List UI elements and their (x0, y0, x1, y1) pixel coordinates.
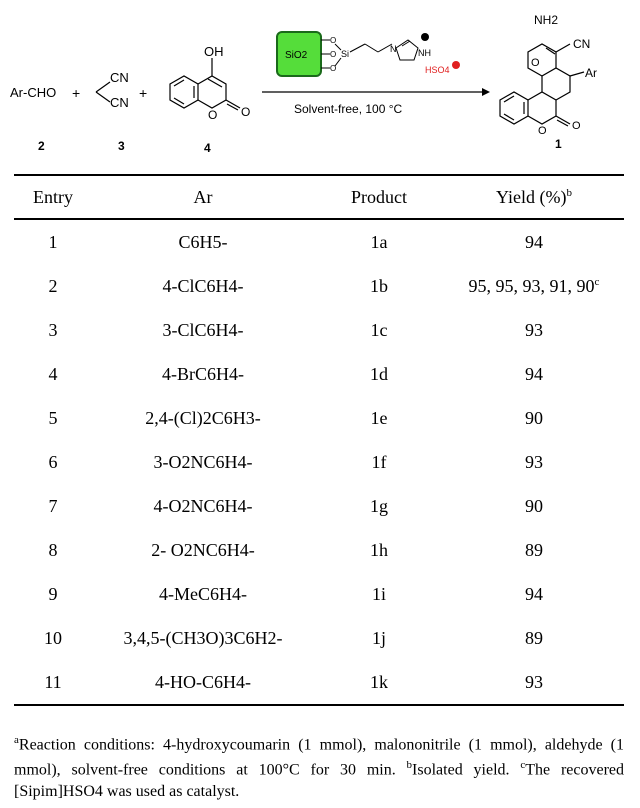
cell-ar-text: 3-ClC6H4- (162, 319, 244, 340)
product-cn-label: CN (573, 37, 591, 51)
cell-product (314, 616, 444, 660)
footnote-a-mark: a (14, 734, 19, 746)
cell-entry-text: 2 (48, 275, 58, 296)
cell-ar-text: 4-MeC6H4- (159, 583, 247, 604)
header-yield (444, 175, 624, 219)
cell-entry (14, 308, 92, 352)
table-row (14, 484, 624, 528)
cell-product (314, 660, 444, 705)
footnote-b-mark: b (406, 759, 413, 772)
cell-ar (92, 484, 314, 528)
cell-ar-text: C6H5- (178, 231, 228, 252)
cell-yield-text: 93 (525, 451, 543, 472)
cell-entry-text: 1 (48, 231, 58, 252)
cell-ar-text: 4-BrC6H4- (162, 363, 244, 384)
cell-ar (92, 308, 314, 352)
cell-ar (92, 440, 314, 484)
cell-product (314, 440, 444, 484)
cell-product (314, 219, 444, 264)
table-row (14, 572, 624, 616)
reaction-condition: Solvent-free, 100 °C (294, 102, 403, 116)
cell-yield-text: 90 (525, 407, 543, 428)
cell-product (314, 528, 444, 572)
cell-entry-text: 3 (48, 319, 58, 340)
cell-yield (444, 308, 624, 352)
cell-entry-text: 11 (44, 671, 62, 692)
header-product: Product (351, 186, 407, 207)
cell-entry-text: 5 (48, 407, 58, 428)
hydroxy-oh-label: OH (204, 44, 224, 59)
coumarin-carbonyl-o: O (241, 105, 251, 119)
cell-product-text: 1c (370, 319, 388, 340)
cell-yield-text: 89 (525, 627, 543, 648)
anion-charge-icon (452, 61, 460, 69)
cell-ar (92, 352, 314, 396)
catalyst-structure (277, 32, 460, 76)
cell-yield (444, 219, 624, 264)
header-ar: Ar (193, 186, 213, 207)
header-entry: Entry (33, 186, 73, 207)
catalyst-n-label: N (390, 44, 397, 54)
catalyst-sio2-label: SiO2 (285, 50, 308, 61)
cell-product (314, 352, 444, 396)
catalyst-o-bottom: O (330, 64, 337, 73)
table-row (14, 264, 624, 308)
reaction-scheme (0, 0, 640, 168)
table-row (14, 616, 624, 660)
header-yield-footnote-mark: b (566, 186, 572, 199)
cell-ar-text: 4-HO-C6H4- (155, 671, 251, 692)
table-row (14, 352, 624, 396)
product-nh2-label: NH2 (534, 13, 559, 27)
malononitrile-structure (96, 82, 110, 102)
cell-product-text: 1e (370, 407, 388, 428)
cell-entry (14, 264, 92, 308)
cell-product (314, 308, 444, 352)
cell-entry (14, 396, 92, 440)
cell-ar-text: 4-ClC6H4- (162, 275, 244, 296)
results-table (14, 174, 624, 706)
cell-entry (14, 616, 92, 660)
cell-entry-text: 9 (48, 583, 58, 604)
malononitrile-cn-bottom: CN (110, 95, 129, 110)
reaction-scheme-svg (0, 0, 640, 168)
cell-yield (444, 528, 624, 572)
header-yield-label: Yield (%) (496, 186, 567, 207)
cell-ar-text: 3,4,5-(CH3O)3C6H2- (123, 627, 283, 648)
reactant-2-label: Ar-CHO (10, 85, 57, 100)
cell-product (314, 396, 444, 440)
cell-yield-text: 94 (525, 231, 543, 252)
compound-number-1: 1 (555, 137, 562, 151)
cell-ar (92, 572, 314, 616)
cell-product-text: 1j (371, 627, 386, 648)
cell-ar-text: 3-O2NC6H4- (153, 451, 253, 472)
cell-ar (92, 660, 314, 705)
cell-product-text: 1f (371, 451, 387, 472)
cell-yield-text: 94 (525, 583, 543, 604)
footnote-c-mark: c (520, 759, 526, 772)
cell-entry (14, 484, 92, 528)
table-row (14, 440, 624, 484)
cell-product-text: 1i (371, 583, 386, 604)
cell-ar-text: 2,4-(Cl)2C6H3- (145, 407, 261, 428)
cell-product (314, 572, 444, 616)
table-body (14, 219, 624, 705)
cell-ar (92, 264, 314, 308)
footnote-a-text: Reaction conditions: 4-hydroxycoumarin (1 mmol), malononitrile (1 mmol), aldehyde (1 mmol), solvent-free conditions at 100°C for 30 min. (14, 736, 624, 779)
cell-yield (444, 572, 624, 616)
cell-entry (14, 528, 92, 572)
cell-product-text: 1h (370, 539, 388, 560)
cell-yield-text: 89 (525, 539, 543, 560)
footnote-b-text: Isolated yield. (412, 761, 521, 779)
product-lactone-o: O (538, 125, 547, 137)
cell-product (314, 264, 444, 308)
table-footnote (14, 730, 624, 802)
cell-ar-text: 2- O2NC6H4- (151, 539, 255, 560)
cell-entry-text: 8 (48, 539, 58, 560)
catalyst-anion-label: HSO4 (425, 65, 450, 75)
cell-yield-text: 95, 95, 93, 91, 90 (468, 275, 595, 296)
product-carbonyl-o: O (572, 120, 581, 132)
catalyst-o-mid: O (330, 50, 337, 59)
cell-yield (444, 352, 624, 396)
table-row (14, 660, 624, 705)
catalyst-o-top: O (330, 36, 337, 45)
cell-ar (92, 396, 314, 440)
cell-entry (14, 352, 92, 396)
coumarin-ring-o: O (208, 108, 218, 122)
cell-yield (444, 616, 624, 660)
reaction-arrow-head-icon (482, 88, 490, 96)
product-pyran-o: O (531, 57, 540, 69)
cell-yield (444, 440, 624, 484)
table-row (14, 308, 624, 352)
cell-product-text: 1k (370, 671, 388, 692)
cell-ar (92, 616, 314, 660)
footnote-c-text: The recovered [Sipim]HSO4 was used as catalyst. (14, 761, 625, 800)
cell-yield (444, 660, 624, 705)
compound-number-3: 3 (118, 139, 125, 153)
cell-entry-text: 6 (48, 451, 58, 472)
cell-ar-text: 4-O2NC6H4- (153, 495, 253, 516)
cell-product-text: 1g (370, 495, 388, 516)
cell-entry-text: 10 (44, 627, 62, 648)
plus-sign-1: + (72, 85, 81, 101)
cell-entry (14, 660, 92, 705)
cell-product-text: 1b (370, 275, 388, 296)
table-row (14, 219, 624, 264)
product-structure (500, 44, 584, 126)
catalyst-si-label: Si (341, 49, 350, 59)
cell-product-text: 1a (370, 231, 388, 252)
cell-entry (14, 440, 92, 484)
cell-yield-text: 90 (525, 495, 543, 516)
cell-ar (92, 219, 314, 264)
cell-entry-text: 7 (48, 495, 58, 516)
table-row (14, 396, 624, 440)
table-header-row (14, 175, 624, 219)
cell-entry (14, 572, 92, 616)
compound-number-4: 4 (204, 141, 211, 155)
cell-yield (444, 484, 624, 528)
cell-entry (14, 219, 92, 264)
cation-charge-icon (421, 33, 429, 41)
cell-entry-text: 4 (48, 363, 58, 384)
plus-sign-2: + (139, 85, 148, 101)
cell-yield (444, 396, 624, 440)
cell-product (314, 484, 444, 528)
cell-yield-text: 93 (525, 319, 543, 340)
cell-yield-text: 94 (525, 363, 543, 384)
table-row (14, 528, 624, 572)
product-ar-label: Ar (585, 66, 597, 80)
cell-product-text: 1d (370, 363, 388, 384)
cell-yield (444, 264, 624, 308)
hydroxycoumarin-structure (170, 58, 240, 110)
compound-number-2: 2 (38, 139, 45, 153)
cell-yield-footnote-mark: c (594, 275, 600, 288)
malononitrile-cn-top: CN (110, 70, 129, 85)
cell-ar (92, 528, 314, 572)
catalyst-nh-label: NH (418, 48, 431, 58)
cell-yield-text: 93 (525, 671, 543, 692)
